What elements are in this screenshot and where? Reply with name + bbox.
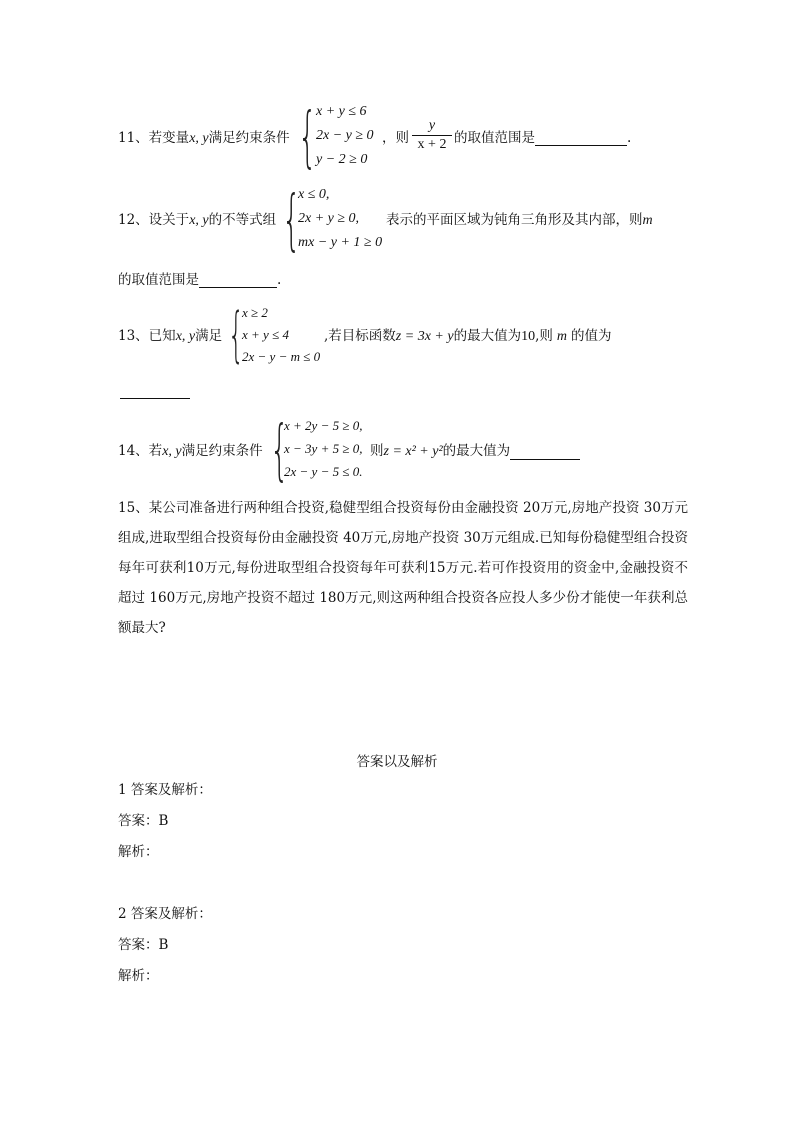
q13-constraint-2: x + y ≤ 4 bbox=[242, 327, 289, 342]
q11-constraint-3: y − 2 ≥ 0 bbox=[316, 152, 368, 167]
q12-var-m: m bbox=[642, 213, 653, 228]
q13-brace: { bbox=[228, 300, 245, 370]
q11-mid: 满足约束条件 bbox=[208, 130, 290, 146]
q13-constraint-3: 2x − y − m ≤ 0 bbox=[242, 349, 321, 364]
q13-constraints bbox=[242, 302, 320, 368]
q14-prefix bbox=[118, 443, 263, 460]
q12-suffix-text: 表示的平面区域为钝角三角形及其内部，则 bbox=[386, 212, 643, 228]
q13-prefix bbox=[118, 328, 222, 345]
q13-value: 10 bbox=[521, 329, 536, 344]
q12-answer-blank[interactable] bbox=[199, 273, 277, 288]
q13-objective: z = 3x + y bbox=[395, 329, 454, 344]
q13-answer-blank[interactable] bbox=[120, 398, 190, 399]
answer-1-answer: 答案：B bbox=[118, 813, 169, 829]
q13-suffix-d: 的值为 bbox=[571, 328, 612, 344]
q11-prefix bbox=[118, 130, 290, 147]
q14-answer-blank[interactable] bbox=[510, 445, 580, 460]
q12-constraint-1: x ≤ 0, bbox=[298, 187, 330, 202]
q11-constraints bbox=[316, 100, 374, 172]
q11-frac-bar bbox=[412, 135, 452, 136]
q12-suffix bbox=[386, 212, 653, 229]
q12-line2-text: 的取值范围是 bbox=[118, 272, 199, 288]
q11-prefix-text: 11、若变量 bbox=[118, 130, 190, 146]
answer-2-answer: 答案：B bbox=[118, 937, 169, 953]
q14-constraint-3: 2x − y − 5 ≤ 0. bbox=[284, 464, 363, 479]
q14-brace: { bbox=[270, 411, 289, 488]
answer-1-title: 1 答案及解析： bbox=[118, 782, 212, 798]
q11-end: . bbox=[627, 130, 632, 146]
q12-mid: 的不等式组 bbox=[208, 212, 277, 228]
q14-suffix-b: 的最大值为 bbox=[442, 443, 511, 459]
q13-var-m: m bbox=[556, 329, 567, 344]
q12-constraint-3: mx − y + 1 ≥ 0 bbox=[298, 235, 383, 250]
q11-vars: x, y bbox=[189, 131, 209, 146]
q12-line2 bbox=[118, 272, 281, 288]
q14-constraint-2: x − 3y + 5 ≥ 0, bbox=[284, 441, 363, 456]
q11-constraint-2: 2x − y ≥ 0 bbox=[316, 128, 374, 143]
q14-vars: x, y bbox=[162, 444, 182, 459]
q14-objective: z = x² + y² bbox=[383, 444, 443, 459]
q11-frac-num: y bbox=[428, 118, 436, 133]
q13-suffix bbox=[324, 328, 612, 345]
q13-suffix-b: 的最大值为 bbox=[453, 328, 522, 344]
q14-constraint-1: x + 2y − 5 ≥ 0, bbox=[284, 418, 363, 433]
q14-suffix bbox=[370, 443, 580, 460]
q11-fraction bbox=[412, 118, 452, 153]
q11-suffix-text: 的取值范围是 bbox=[454, 130, 535, 146]
answer-2-title: 2 答案及解析： bbox=[118, 906, 212, 922]
answer-2-analysis: 解析： bbox=[118, 968, 159, 984]
q12-constraints bbox=[298, 183, 382, 255]
q12-vars: x, y bbox=[189, 213, 209, 228]
q14-suffix-a: 则 bbox=[370, 443, 384, 459]
q13-mid: 满足 bbox=[195, 328, 223, 344]
q14-constraints bbox=[284, 414, 362, 483]
q11-constraint-1: x + y ≤ 6 bbox=[316, 104, 367, 119]
q13-prefix-text: 13、已知 bbox=[118, 328, 176, 344]
q12-prefix bbox=[118, 212, 276, 229]
q13-suffix-c: ,则 bbox=[535, 328, 553, 344]
q11-brace: { bbox=[298, 98, 317, 175]
q14-mid: 满足约束条件 bbox=[181, 443, 263, 459]
q12-prefix-text: 12、设关于 bbox=[118, 212, 190, 228]
answers-heading: 答案以及解析 bbox=[356, 754, 438, 770]
q13-vars: x, y bbox=[175, 329, 196, 344]
q12-end: . bbox=[277, 272, 282, 288]
q12-constraint-2: 2x + y ≥ 0, bbox=[298, 211, 360, 226]
q11-suffix bbox=[454, 130, 631, 146]
question-15: 15、某公司准备进行两种组合投资,稳健型组合投资每份由金融投资 20万元,房地产投资 30万元组成,进取型组合投资每份由金融投资 40万元,房地产投资 30万元组成.已知每份稳健型组合投资每年可获利10万元,每份进取型组合投资每年可获利15万元.若可作投资用的资金中,金融投资不超过 160万元,房地产投资不超过 180万元,则这两种组合投资各应投人多少份才能使一年获利总额最大? bbox=[118, 500, 688, 636]
q12-brace: { bbox=[282, 181, 301, 258]
q11-then: ，则 bbox=[382, 130, 409, 146]
q11-frac-den: x + 2 bbox=[417, 137, 447, 152]
q14-prefix-text: 14、若 bbox=[118, 443, 163, 459]
q13-suffix-a: ,若目标函数 bbox=[324, 328, 396, 344]
q11-answer-blank[interactable] bbox=[535, 131, 627, 146]
answer-1-analysis: 解析： bbox=[118, 844, 159, 860]
q13-constraint-1: x ≥ 2 bbox=[242, 305, 268, 320]
